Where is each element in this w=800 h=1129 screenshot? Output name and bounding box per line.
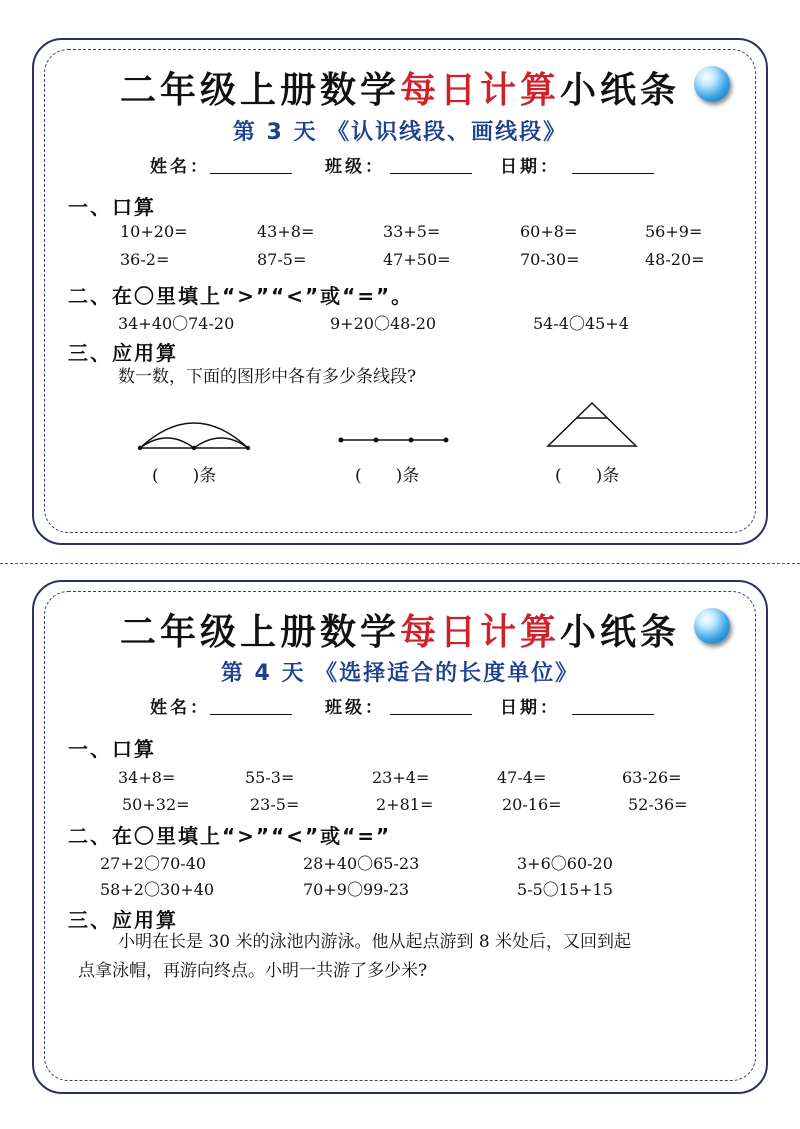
word-problem-line1: 小明在长是 30 米的泳池内游泳。他从起点游到 8 米处后，又回到起 [118,932,632,952]
compare-item: 28+40〇65-23 [303,854,420,873]
lesson-subtitle: 第 4 天 《选择适合的长度单位》 [220,661,580,686]
section-application: 三、应用算 [68,908,178,932]
date-label: 日期： [500,157,560,177]
compare-item: 70+9〇99-23 [303,880,410,899]
math-item: 47-4= [497,768,547,787]
compare-item: 5-5〇15+15 [517,880,613,899]
math-item: 70-30= [520,250,580,269]
section-compare: 二、在〇里填上“>”“<”或“=”。 [68,284,414,308]
arc-line-figure [138,410,250,455]
segment-points-figure [338,430,450,450]
worksheet-title: 二年级上册数学每日计算小纸条 [119,612,681,653]
name-label: 姓名： [150,698,210,718]
name-field[interactable] [210,172,292,174]
question-text: 数一数，下面的图形中各有多少条线段? [118,367,417,387]
class-label: 班级： [325,157,385,177]
math-item: 60+8= [520,222,578,241]
date-field[interactable] [572,713,654,715]
math-item: 50+32= [122,795,190,814]
compare-item: 58+2〇30+40 [100,880,215,899]
cut-line-divider [0,563,800,564]
compare-item: 9+20〇48-20 [330,314,437,333]
blue-ball-icon [694,608,730,644]
math-item: 55-3= [245,768,295,787]
math-item: 20-16= [502,795,562,814]
math-item: 56+9= [645,222,703,241]
word-problem-line2: 点拿泳帽，再游向终点。小明一共游了多少米? [78,961,428,981]
compare-item: 3+6〇60-20 [517,854,613,873]
answer-blank[interactable]: ( )条 [355,466,420,486]
section-compare: 二、在〇里填上“>”“<”或“=” [68,824,392,848]
class-label: 班级： [325,698,385,718]
math-item: 43+8= [257,222,315,241]
triangle-figure [546,400,638,450]
answer-blank[interactable]: ( )条 [555,466,620,486]
name-label: 姓名： [150,157,210,177]
worksheet-title: 二年级上册数学每日计算小纸条 [119,70,681,111]
section-oral-math: 一、口算 [68,737,156,761]
date-label: 日期： [500,698,560,718]
math-item: 23-5= [250,795,300,814]
math-item: 2+81= [376,795,434,814]
compare-item: 27+2〇70-40 [100,854,207,873]
lesson-subtitle: 第 3 天 《认识线段、画线段》 [232,120,568,145]
math-item: 87-5= [257,250,307,269]
class-field[interactable] [390,713,472,715]
blue-ball-icon [694,66,730,102]
section-oral-math: 一、口算 [68,195,156,219]
math-item: 52-36= [628,795,688,814]
math-item: 63-26= [622,768,682,787]
math-item: 48-20= [645,250,705,269]
compare-item: 34+40〇74-20 [118,314,235,333]
date-field[interactable] [572,172,654,174]
math-item: 34+8= [118,768,176,787]
math-item: 36-2= [120,250,170,269]
math-item: 10+20= [120,222,188,241]
compare-item: 54-4〇45+4 [533,314,629,333]
math-item: 33+5= [383,222,441,241]
math-item: 47+50= [383,250,451,269]
class-field[interactable] [390,172,472,174]
section-application: 三、应用算 [68,341,178,365]
name-field[interactable] [210,713,292,715]
math-item: 23+4= [372,768,430,787]
answer-blank[interactable]: ( )条 [152,466,217,486]
